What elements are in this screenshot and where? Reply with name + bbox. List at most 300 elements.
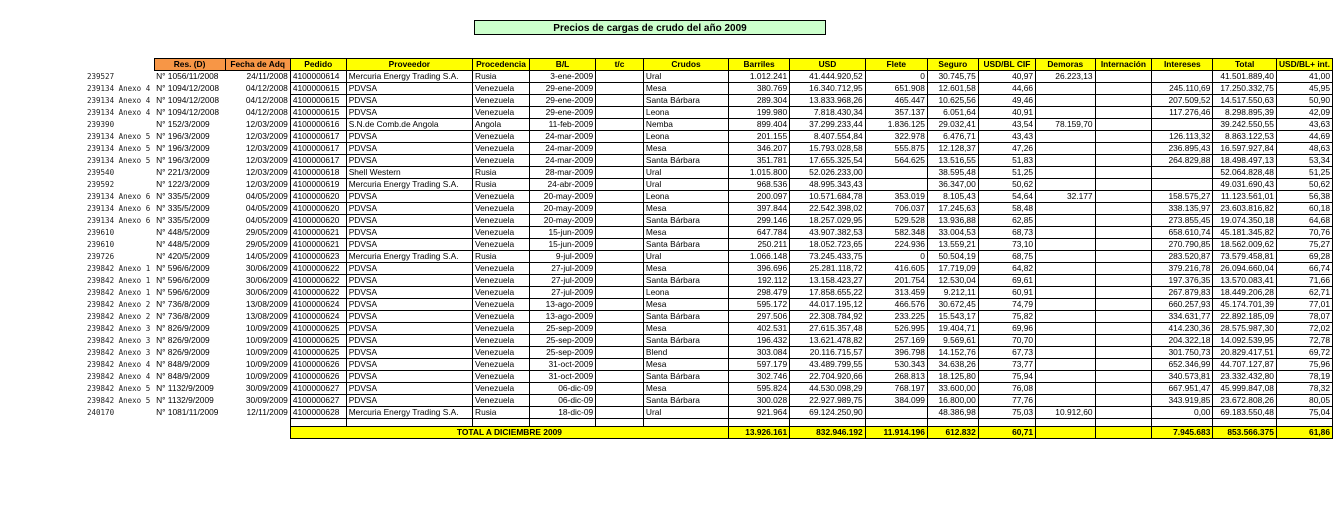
- cell-row-label: 239134 Anexo 5: [87, 156, 151, 165]
- cell-flete: 0: [865, 251, 927, 263]
- cell-tc: [596, 383, 644, 395]
- cell-usd-bl-cif: 43,43: [978, 131, 1035, 143]
- row-label-header: [85, 59, 154, 71]
- cell-procedencia: Venezuela: [473, 83, 530, 95]
- cell-procedencia: Venezuela: [473, 323, 530, 335]
- cell-usd-bl-cif: 69,61: [978, 275, 1035, 287]
- cell-flete: [865, 179, 927, 191]
- cell-res: N° 122/3/2009: [156, 179, 210, 189]
- cell-total: 44.707.127,87: [1213, 359, 1277, 371]
- cell-procedencia: Venezuela: [473, 347, 530, 359]
- cell-intereses: [1152, 167, 1213, 179]
- cell-seguro: 16.800,00: [927, 395, 978, 407]
- cell-usd: 52.026.233,00: [790, 167, 866, 179]
- cell-tc: [596, 119, 644, 131]
- cell-usd-bl-int: 45,95: [1276, 83, 1332, 95]
- cell-pedido: 4100000626: [290, 359, 346, 371]
- cell-barriles: 1.012.241: [729, 71, 790, 83]
- cell-res: N° 596/6/2009: [156, 263, 210, 273]
- cell-usd: 22.704.920,66: [790, 371, 866, 383]
- cell-res: N° 335/5/2009: [156, 191, 210, 201]
- cell-usd-bl-int: 44,69: [1276, 131, 1332, 143]
- cell-res: N° 1094/12/2008: [156, 95, 220, 105]
- cell-usd: 22.927.989,75: [790, 395, 866, 407]
- cell-demoras: [1036, 167, 1096, 179]
- cell-intereses: [1152, 119, 1213, 131]
- cell-usd: 17.858.655,22: [790, 287, 866, 299]
- cell-procedencia: Venezuela: [473, 263, 530, 275]
- cell-procedencia: Venezuela: [473, 275, 530, 287]
- cell-barriles: 300.028: [729, 395, 790, 407]
- cell-res: N° 848/9/2009: [156, 371, 210, 381]
- cell-seguro: 36.347,00: [927, 179, 978, 191]
- cell-bl: 20-may-2009: [529, 191, 595, 203]
- cell-barriles: 289.304: [729, 95, 790, 107]
- cell-pedido: 4100000626: [290, 371, 346, 383]
- cell-fecha: 30/06/2009: [245, 275, 288, 285]
- total-usd: 832.946.192: [790, 427, 866, 439]
- cell-intereses: 658.610,74: [1152, 227, 1213, 239]
- cell-seguro: 34.638,26: [927, 359, 978, 371]
- cell-row-label: 239527: [87, 72, 115, 81]
- header-usd-bl-int: USD/BL+ int.: [1276, 59, 1332, 71]
- cell-pedido: 4100000615: [290, 95, 346, 107]
- cell-usd-bl-cif: 60,91: [978, 287, 1035, 299]
- header-usd: USD: [790, 59, 866, 71]
- cell-barriles: 396.696: [729, 263, 790, 275]
- cell-seguro: 8.105,43: [927, 191, 978, 203]
- cell-seguro: 30.745,75: [927, 71, 978, 83]
- cell-usd: 13.621.478,82: [790, 335, 866, 347]
- cell-total: 22.892.185,09: [1213, 311, 1277, 323]
- cell-total: 18.498.497,13: [1213, 155, 1277, 167]
- table-row: [85, 179, 1333, 191]
- cell-proveedor: PDVSA: [346, 191, 472, 203]
- cell-pedido: 4100000620: [290, 191, 346, 203]
- cell-pedido: 4100000620: [290, 203, 346, 215]
- cell-res: N° 1094/12/2008: [156, 83, 220, 93]
- table-row: [85, 311, 1333, 323]
- cell-internacion: [1095, 263, 1152, 275]
- cell-procedencia: Venezuela: [473, 311, 530, 323]
- cell-tc: [596, 335, 644, 347]
- cell-proveedor: PDVSA: [346, 155, 472, 167]
- cell-tc: [596, 155, 644, 167]
- cell-seguro: 29.032,41: [927, 119, 978, 131]
- cell-flete: 353.019: [865, 191, 927, 203]
- table-row: [85, 287, 1333, 299]
- cell-total: 45.174.701,39: [1213, 299, 1277, 311]
- cell-bl: 28-mar-2009: [529, 167, 595, 179]
- cell-total: 23.332.432,80: [1213, 371, 1277, 383]
- cell-usd-bl-int: 56,38: [1276, 191, 1332, 203]
- cell-row-label: 239134 Anexo 4: [87, 84, 151, 93]
- cell-proveedor: PDVSA: [346, 83, 472, 95]
- cell-internacion: [1095, 299, 1152, 311]
- cell-pedido: 4100000621: [290, 239, 346, 251]
- cell-proveedor: Mercuria Energy Trading S.A.: [346, 407, 472, 419]
- cell-row-label: 239390: [87, 120, 115, 129]
- cell-proveedor: PDVSA: [346, 131, 472, 143]
- cell-res: N° 826/9/2009: [156, 335, 210, 345]
- cell-usd-bl-cif: 76,08: [978, 383, 1035, 395]
- cell-seguro: 13.516,55: [927, 155, 978, 167]
- table-row: [85, 155, 1333, 167]
- cell-procedencia: Venezuela: [473, 143, 530, 155]
- cell-tc: [596, 191, 644, 203]
- cell-seguro: 19.404,71: [927, 323, 978, 335]
- cell-proveedor: PDVSA: [346, 359, 472, 371]
- cell-internacion: [1095, 167, 1152, 179]
- total-intereses: 7.945.683: [1152, 427, 1213, 439]
- cell-crudos: Mesa: [643, 203, 728, 215]
- cell-fecha: 12/03/2009: [245, 155, 288, 165]
- cell-demoras: [1036, 371, 1096, 383]
- crude-cargo-table: [85, 58, 1333, 439]
- cell-flete: 706.037: [865, 203, 927, 215]
- header-intereses: Intereses: [1152, 59, 1213, 71]
- cell-internacion: [1095, 215, 1152, 227]
- cell-barriles: 192.112: [729, 275, 790, 287]
- cell-usd-bl-cif: 75,82: [978, 311, 1035, 323]
- cell-internacion: [1095, 119, 1152, 131]
- cell-pedido: 4100000614: [290, 71, 346, 83]
- cell-seguro: 12.128,37: [927, 143, 978, 155]
- cell-usd-bl-cif: 68,73: [978, 227, 1035, 239]
- cell-internacion: [1095, 107, 1152, 119]
- cell-procedencia: Venezuela: [473, 239, 530, 251]
- cell-res: N° 420/5/2009: [156, 251, 210, 261]
- cell-flete: 530.343: [865, 359, 927, 371]
- cell-proveedor: PDVSA: [346, 311, 472, 323]
- cell-procedencia: Rusia: [473, 71, 530, 83]
- cell-bl: 27-jul-2009: [529, 275, 595, 287]
- cell-fecha: 30/09/2009: [245, 383, 288, 393]
- table-row: [85, 143, 1333, 155]
- cell-res: N° 1081/11/2009: [156, 407, 219, 417]
- cell-seguro: 9.212,11: [927, 287, 978, 299]
- cell-res: N° 1094/12/2008: [156, 107, 220, 117]
- cell-fecha: 29/05/2009: [245, 239, 288, 249]
- cell-fecha: 04/05/2009: [245, 215, 288, 225]
- cell-barriles: 597.179: [729, 359, 790, 371]
- cell-usd: 15.793.028,58: [790, 143, 866, 155]
- cell-total: 19.074.350,18: [1213, 215, 1277, 227]
- cell-usd-bl-cif: 68,75: [978, 251, 1035, 263]
- cell-bl: 18-dic-09: [529, 407, 595, 419]
- cell-intereses: 197.376,35: [1152, 275, 1213, 287]
- cell-bl: 06-dic-09: [529, 383, 595, 395]
- table-row: [85, 203, 1333, 215]
- cell-usd: 8.407.554,84: [790, 131, 866, 143]
- cell-crudos: Mesa: [643, 83, 728, 95]
- cell-res: N° 1056/11/2008: [156, 71, 219, 82]
- cell-usd-bl-int: 77,01: [1276, 299, 1332, 311]
- header-bl: B/L: [529, 59, 595, 71]
- cell-fecha: 12/03/2009: [245, 179, 288, 189]
- header-flete: Flete: [865, 59, 927, 71]
- cell-tc: [596, 95, 644, 107]
- cell-flete: 224.936: [865, 239, 927, 251]
- cell-usd-bl-cif: 64,82: [978, 263, 1035, 275]
- cell-res: N° 448/5/2009: [156, 227, 210, 237]
- cell-proveedor: Shell Western: [346, 167, 472, 179]
- cell-proveedor: Mercuria Energy Trading S.A.: [346, 179, 472, 191]
- cell-tc: [596, 407, 644, 419]
- table-row: [85, 407, 1333, 419]
- table-row: [85, 299, 1333, 311]
- cell-usd-bl-cif: 70,70: [978, 335, 1035, 347]
- cell-seguro: 18.125,80: [927, 371, 978, 383]
- cell-usd-bl-int: 72,78: [1276, 335, 1332, 347]
- cell-usd-bl-cif: 54,64: [978, 191, 1035, 203]
- cell-internacion: [1095, 143, 1152, 155]
- cell-pedido: 4100000615: [290, 83, 346, 95]
- cell-demoras: [1036, 251, 1096, 263]
- cell-row-label: 239842 Anexo 4: [87, 360, 151, 369]
- cell-intereses: 340.573,81: [1152, 371, 1213, 383]
- cell-total: 17.250.332,75: [1213, 83, 1277, 95]
- cell-crudos: Mesa: [643, 359, 728, 371]
- cell-usd-bl-int: 60,18: [1276, 203, 1332, 215]
- cell-tc: [596, 131, 644, 143]
- cell-flete: 564.625: [865, 155, 927, 167]
- cell-crudos: Ural: [643, 251, 728, 263]
- cell-crudos: Mesa: [643, 323, 728, 335]
- cell-total: 20.829.417,51: [1213, 347, 1277, 359]
- cell-usd-bl-int: 78,07: [1276, 311, 1332, 323]
- cell-barriles: 402.531: [729, 323, 790, 335]
- blank-row: [85, 419, 1333, 427]
- cell-total: 18.562.009,62: [1213, 239, 1277, 251]
- cell-tc: [596, 203, 644, 215]
- cell-row-label: 239842 Anexo 1: [87, 276, 151, 285]
- cell-total: 49.031.690,43: [1213, 179, 1277, 191]
- cell-internacion: [1095, 179, 1152, 191]
- cell-usd: 48.995.343,43: [790, 179, 866, 191]
- cell-internacion: [1095, 407, 1152, 419]
- header-proveedor: Proveedor: [346, 59, 472, 71]
- cell-pedido: 4100000620: [290, 215, 346, 227]
- cell-proveedor: PDVSA: [346, 227, 472, 239]
- cell-pedido: 4100000623: [290, 251, 346, 263]
- cell-usd-bl-int: 53,34: [1276, 155, 1332, 167]
- cell-usd: 7.818.430,34: [790, 107, 866, 119]
- cell-row-label: 239592: [87, 180, 115, 189]
- cell-total: 18.449.206,28: [1213, 287, 1277, 299]
- cell-pedido: 4100000617: [290, 143, 346, 155]
- cell-res: N° 848/9/2009: [156, 359, 210, 369]
- cell-usd-bl-cif: 67,73: [978, 347, 1035, 359]
- cell-intereses: 652.346,99: [1152, 359, 1213, 371]
- cell-fecha: 10/09/2009: [245, 347, 288, 357]
- cell-res: N° 448/5/2009: [156, 239, 210, 249]
- cell-demoras: [1036, 287, 1096, 299]
- cell-row-label: 239610: [87, 240, 115, 249]
- cell-pedido: 4100000617: [290, 155, 346, 167]
- total-row: [85, 427, 1333, 439]
- cell-proveedor: PDVSA: [346, 299, 472, 311]
- cell-crudos: Santa Bárbara: [643, 239, 728, 251]
- cell-usd: 22.542.398,02: [790, 203, 866, 215]
- cell-total: 52.064.828,48: [1213, 167, 1277, 179]
- cell-usd-bl-cif: 58,48: [978, 203, 1035, 215]
- cell-demoras: [1036, 143, 1096, 155]
- cell-flete: 313.459: [865, 287, 927, 299]
- cell-barriles: 1.066.148: [729, 251, 790, 263]
- cell-usd-bl-cif: 73,10: [978, 239, 1035, 251]
- cell-procedencia: Venezuela: [473, 95, 530, 107]
- cell-pedido: 4100000627: [290, 395, 346, 407]
- cell-internacion: [1095, 203, 1152, 215]
- table-row: [85, 119, 1333, 131]
- cell-flete: 582.348: [865, 227, 927, 239]
- cell-tc: [596, 179, 644, 191]
- cell-flete: 322.978: [865, 131, 927, 143]
- cell-intereses: 379.216,78: [1152, 263, 1213, 275]
- cell-fecha: 13/08/2009: [245, 311, 288, 321]
- cell-usd-bl-int: 78,32: [1276, 383, 1332, 395]
- cell-usd-bl-cif: 40,91: [978, 107, 1035, 119]
- cell-proveedor: PDVSA: [346, 239, 472, 251]
- cell-tc: [596, 347, 644, 359]
- table-row: [85, 227, 1333, 239]
- cell-proveedor: Mercuria Energy Trading S.A.: [346, 251, 472, 263]
- cell-res: N° 1132/9/2009: [156, 383, 214, 393]
- cell-procedencia: Rusia: [473, 251, 530, 263]
- cell-fecha: 30/06/2009: [245, 263, 288, 273]
- cell-barriles: 201.155: [729, 131, 790, 143]
- cell-procedencia: Venezuela: [473, 227, 530, 239]
- cell-procedencia: Venezuela: [473, 383, 530, 395]
- cell-proveedor: PDVSA: [346, 347, 472, 359]
- cell-proveedor: PDVSA: [346, 95, 472, 107]
- cell-internacion: [1095, 155, 1152, 167]
- cell-barriles: 351.781: [729, 155, 790, 167]
- cell-crudos: Mesa: [643, 299, 728, 311]
- cell-barriles: 299.146: [729, 215, 790, 227]
- header-internacion: Internación: [1095, 59, 1152, 71]
- cell-tc: [596, 83, 644, 95]
- cell-flete: 651.908: [865, 83, 927, 95]
- table-row: [85, 275, 1333, 287]
- cell-pedido: 4100000615: [290, 107, 346, 119]
- cell-usd-bl-cif: 74,79: [978, 299, 1035, 311]
- cell-row-label: 239842 Anexo 3: [87, 336, 151, 345]
- cell-usd-bl-int: 69,28: [1276, 251, 1332, 263]
- total-flete: 11.914.196: [865, 427, 927, 439]
- cell-intereses: 207.509,52: [1152, 95, 1213, 107]
- cell-tc: [596, 323, 644, 335]
- cell-res: N° 1132/9/2009: [156, 395, 214, 405]
- cell-usd-bl-int: 72,02: [1276, 323, 1332, 335]
- cell-bl: 31-oct-2009: [529, 371, 595, 383]
- table-row: [85, 71, 1333, 83]
- cell-usd-bl-int: 41,00: [1276, 71, 1332, 83]
- cell-res: N° 335/5/2009: [156, 203, 210, 213]
- header-pedido: Pedido: [290, 59, 346, 71]
- table-row: [85, 191, 1333, 203]
- cell-row-label: 239842 Anexo 3: [87, 324, 151, 333]
- cell-total: 8.863.122,53: [1213, 131, 1277, 143]
- cell-seguro: 17.245,63: [927, 203, 978, 215]
- cell-tc: [596, 311, 644, 323]
- cell-usd-bl-cif: 50,62: [978, 179, 1035, 191]
- cell-crudos: Santa Bárbara: [643, 335, 728, 347]
- cell-tc: [596, 359, 644, 371]
- cell-bl: 31-oct-2009: [529, 359, 595, 371]
- cell-tc: [596, 215, 644, 227]
- cell-crudos: Santa Bárbara: [643, 95, 728, 107]
- table-row: [85, 371, 1333, 383]
- cell-total: 39.242.550,55: [1213, 119, 1277, 131]
- table-row: [85, 239, 1333, 251]
- cell-pedido: 4100000627: [290, 383, 346, 395]
- cell-barriles: 380.769: [729, 83, 790, 95]
- cell-demoras: [1036, 155, 1096, 167]
- cell-internacion: [1095, 275, 1152, 287]
- cell-usd-bl-int: 80,05: [1276, 395, 1332, 407]
- cell-intereses: 667.951,47: [1152, 383, 1213, 395]
- table-row: [85, 323, 1333, 335]
- cell-demoras: [1036, 95, 1096, 107]
- cell-proveedor: PDVSA: [346, 371, 472, 383]
- cell-proveedor: Mercuria Energy Trading S.A.: [346, 71, 472, 83]
- cell-pedido: 4100000617: [290, 131, 346, 143]
- cell-pedido: 4100000624: [290, 311, 346, 323]
- cell-intereses: 264.829,88: [1152, 155, 1213, 167]
- cell-barriles: 1.015.800: [729, 167, 790, 179]
- cell-tc: [596, 371, 644, 383]
- cell-barriles: 196.432: [729, 335, 790, 347]
- cell-demoras: [1036, 203, 1096, 215]
- cell-row-label: 239610: [87, 228, 115, 237]
- cell-proveedor: PDVSA: [346, 395, 472, 407]
- cell-res: N° 596/6/2009: [156, 275, 210, 285]
- cell-tc: [596, 395, 644, 407]
- cell-crudos: Ural: [643, 179, 728, 191]
- cell-flete: 396.798: [865, 347, 927, 359]
- cell-intereses: 343.919,85: [1152, 395, 1213, 407]
- header-barriles: Barriles: [729, 59, 790, 71]
- cell-flete: 526.995: [865, 323, 927, 335]
- table-row: [85, 347, 1333, 359]
- cell-bl: 20-may-2009: [529, 215, 595, 227]
- cell-seguro: 48.386,98: [927, 407, 978, 419]
- cell-internacion: [1095, 131, 1152, 143]
- cell-row-label: 239134 Anexo 5: [87, 132, 151, 141]
- total-usd-bl-cif: 60,71: [978, 427, 1035, 439]
- cell-barriles: 303.084: [729, 347, 790, 359]
- cell-tc: [596, 167, 644, 179]
- cell-seguro: 12.601,58: [927, 83, 978, 95]
- cell-procedencia: Venezuela: [473, 335, 530, 347]
- cell-internacion: [1095, 95, 1152, 107]
- table-row: [85, 359, 1333, 371]
- cell-procedencia: Venezuela: [473, 287, 530, 299]
- cell-usd: 18.257.029,95: [790, 215, 866, 227]
- cell-demoras: [1036, 323, 1096, 335]
- cell-pedido: 4100000625: [290, 323, 346, 335]
- cell-fecha: 10/09/2009: [245, 323, 288, 333]
- header-tc: t/c: [596, 59, 644, 71]
- cell-seguro: 10.625,56: [927, 95, 978, 107]
- cell-pedido: 4100000619: [290, 179, 346, 191]
- total-total: 853.566.375: [1213, 427, 1277, 439]
- cell-demoras: [1036, 107, 1096, 119]
- header-usd-bl-cif: USD/BL CIF: [978, 59, 1035, 71]
- cell-procedencia: Venezuela: [473, 299, 530, 311]
